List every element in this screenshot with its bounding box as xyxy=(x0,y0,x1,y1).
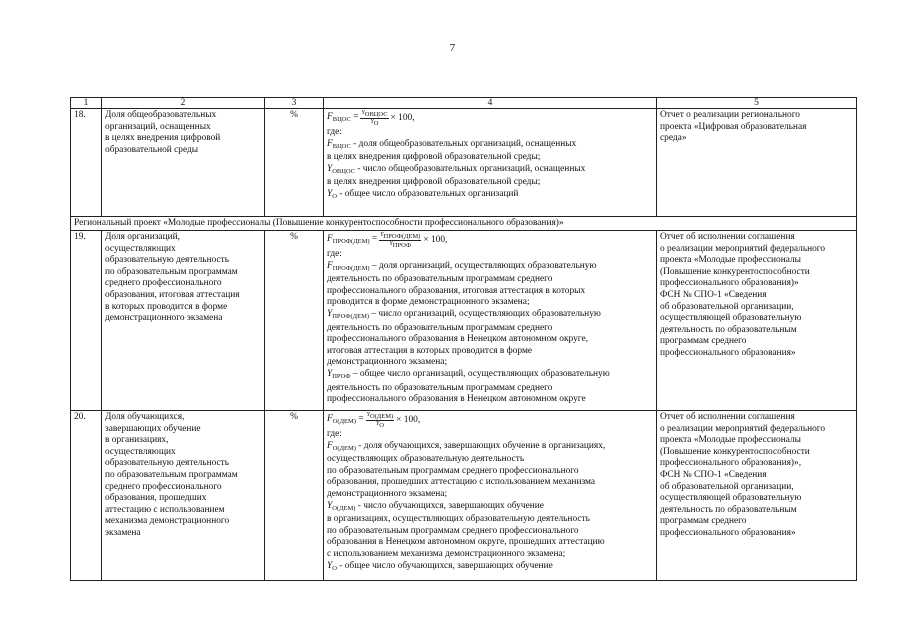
formula-description-line: деятельность по образовательным программам среднего xyxy=(327,382,553,393)
where-label: где: xyxy=(327,429,342,439)
table-row xyxy=(71,411,857,581)
text-line: о реализации мероприятий федерального xyxy=(660,243,826,254)
text-line: ФСН № СПО-1 «Сведения xyxy=(660,289,767,300)
formula-description-line: $Y_{О(ДЕМ)}$ - число обучающихся, завершающих обучение xyxy=(327,500,544,512)
source-cell xyxy=(657,411,857,581)
text-line: об образовательной организации, xyxy=(660,301,794,312)
text-line: осуществляющих xyxy=(105,446,176,457)
formula-description-line: в целях внедрения цифровой образовательной среды; xyxy=(327,152,541,163)
formula: $F_{ВЦОС}$ = $\frac{Y_{ОВЦОС}}{Y_О}$ × 100, xyxy=(327,110,415,127)
indicators-table xyxy=(70,97,857,581)
text-line: Отчет о реализации регионального xyxy=(660,110,800,120)
formula-cell xyxy=(324,411,657,581)
text-line: по образовательным программам xyxy=(105,469,238,480)
row-number: 18. xyxy=(71,109,102,217)
text-line: профессионального образования)», xyxy=(660,458,802,469)
text-line: образования, прошедших xyxy=(105,493,207,504)
text-line: проекта «Цифровая образовательная xyxy=(660,121,807,132)
text-line: профессионального образования)» xyxy=(660,278,799,289)
text-line: Отчет об исполнении соглашения xyxy=(660,412,795,422)
formula-cell xyxy=(324,231,657,411)
formula-description-line: $F_{О(ДЕМ)}$ - доля обучающихся, завершающих обучение в организациях, xyxy=(327,440,606,452)
formula-description-line: с использованием механизма демонстрационного экзамена; xyxy=(327,548,566,559)
text-line: в организациях, xyxy=(105,435,169,446)
formula-description-line: $F_{ВЦОС}$ - доля общеобразовательных организаций, оснащенных xyxy=(327,138,577,150)
formula-description-line: деятельность по образовательным программам среднего xyxy=(327,274,553,285)
formula-description-line: $Y_О$ - общее число образовательных организаций xyxy=(327,188,519,200)
formula-description-line: $Y_{ОВЦОС}$ - число общеобразовательных организаций, оснащенных xyxy=(327,163,586,175)
text-line: Отчет об исполнении соглашения xyxy=(660,232,795,242)
formula: $F_{ПРОФ(ДЕМ)}$ = $\frac{Y_{ПРОФ(ДЕМ)}}{Y_{ПРОФ}}$ × 100, xyxy=(327,232,448,249)
table-row xyxy=(71,109,857,217)
formula-description-line: итоговая аттестация в которых проводится в форме xyxy=(327,345,533,356)
text-line: ФСН № СПО-1 «Сведения xyxy=(660,469,767,480)
formula-description-line: $Y_{ПРОФ}$ – общее число организаций, осуществляющих образовательную xyxy=(327,368,610,380)
text-line: среда» xyxy=(660,133,687,144)
formula-description-line: проводится в форме демонстрационного экзамена; xyxy=(327,297,530,308)
indicator-name xyxy=(102,231,265,411)
text-line: Доля организаций, xyxy=(105,232,180,242)
header-cell-3: 3 xyxy=(265,98,324,109)
formula-description-line: демонстрационного экзамена; xyxy=(327,357,448,368)
formula-description-line: по образовательным программам среднего профессионального xyxy=(327,465,579,476)
formula: $F_{О(ДЕМ)}$ = $\frac{Y_{О(ДЕМ)}}{Y_О}$ × 100, xyxy=(327,412,421,429)
formula-description-line: профессионального образования в Ненецком автономном округе, xyxy=(327,334,589,345)
text-line: среднего профессионального xyxy=(105,278,222,289)
fraction: $\frac{Y_{ОВЦОС}}{Y_О}$ xyxy=(361,110,388,127)
table-row xyxy=(71,231,857,411)
text-line: профессионального образования» xyxy=(660,527,796,538)
header-cell-1: 1 xyxy=(71,98,102,109)
formula-description-line: образования в Ненецком автономном округе, прошедших аттестацию xyxy=(327,537,605,548)
text-line: по образовательным программам xyxy=(105,266,238,277)
header-cell-5: 5 xyxy=(657,98,857,109)
source-cell xyxy=(657,231,857,411)
text-line: программам среднего xyxy=(660,336,747,347)
row-number: 19. xyxy=(71,231,102,411)
formula-description-line: в организациях, осуществляющих образовательную деятельность xyxy=(327,514,590,525)
unit-cell: % xyxy=(265,109,324,217)
formula-description-line: $Y_О$ - общее число обучающихся, завершающих обучение xyxy=(327,560,553,572)
text-line: (Повышение конкурентоспособности xyxy=(660,266,810,277)
formula-description-line: $F_{ПРОФ(ДЕМ)}$ – доля организаций, осуществляющих образовательную xyxy=(327,260,597,272)
unit-cell: % xyxy=(265,231,324,411)
text-line: проекта «Молодые профессионалы xyxy=(660,255,801,266)
text-line: экзамена xyxy=(105,527,141,538)
formula-description-line: по образовательным программам среднего профессионального xyxy=(327,525,579,536)
text-line: демонстрационного экзамена xyxy=(105,313,223,324)
page-number: 7 xyxy=(449,42,456,54)
indicator-name xyxy=(102,109,265,217)
formula-description-line: в целях внедрения цифровой образовательной среды; xyxy=(327,177,541,188)
where-label: где: xyxy=(327,249,342,259)
formula-description-line: профессионального образования в Ненецком автономном округе xyxy=(327,394,586,405)
text-line: завершающих обучение xyxy=(105,423,201,434)
source-cell xyxy=(657,109,857,217)
header-cell-4: 4 xyxy=(324,98,657,109)
text-line: осуществляющих xyxy=(105,243,176,254)
fraction: $\frac{Y_{О(ДЕМ)}}{Y_О}$ xyxy=(366,412,394,429)
row-number: 20. xyxy=(71,411,102,581)
text-line: аттестацию с использованием xyxy=(105,504,225,515)
where-label: где: xyxy=(327,127,342,137)
text-line: об образовательной организации, xyxy=(660,481,794,492)
section-row xyxy=(71,217,857,231)
text-line: (Повышение конкурентоспособности xyxy=(660,446,810,457)
text-line: механизма демонстрационного xyxy=(105,516,230,527)
text-line: организаций, оснащенных xyxy=(105,121,211,132)
formula-description-line: осуществляющих образовательную деятельность xyxy=(327,454,525,465)
formula-description-line: профессионального образования, итоговая аттестация в которых xyxy=(327,285,586,296)
unit-cell: % xyxy=(265,411,324,581)
formula-description-line: демонстрационного экзамена; xyxy=(327,488,448,499)
text-line: деятельность по образовательным xyxy=(660,504,797,515)
indicator-name xyxy=(102,411,265,581)
text-line: образовательной среды xyxy=(105,144,199,155)
text-line: в целях внедрения цифровой xyxy=(105,133,221,144)
text-line: осуществляющей образовательную xyxy=(660,313,802,324)
text-line: Доля обучающихся, xyxy=(105,412,185,422)
text-line: профессионального образования» xyxy=(660,347,796,358)
text-line: деятельность по образовательным xyxy=(660,324,797,335)
text-line: в которых проводится в форме xyxy=(105,301,228,312)
text-line: образовательную деятельность xyxy=(105,458,230,469)
header-cell-2: 2 xyxy=(102,98,265,109)
text-line: о реализации мероприятий федерального xyxy=(660,423,826,434)
text-line: осуществляющей образовательную xyxy=(660,493,802,504)
text-line: образовательную деятельность xyxy=(105,255,230,266)
text-line: программам среднего xyxy=(660,516,747,527)
text-line: среднего профессионального xyxy=(105,481,222,492)
table-header-row xyxy=(71,98,857,109)
section-title: Региональный проект «Молодые профессионалы (Повышение конкурентоспособности профессионального образования)» xyxy=(71,217,857,231)
text-line: проекта «Молодые профессионалы xyxy=(660,435,801,446)
text-line: образования, итоговая аттестация xyxy=(105,289,240,300)
text-line: Доля общеобразовательных xyxy=(105,110,217,120)
formula-cell xyxy=(324,109,657,217)
formula-description-line: деятельность по образовательным программам среднего xyxy=(327,322,553,333)
formula-description-line: $Y_{ПРОФ(ДЕМ)}$ – число организаций, осуществляющих образовательную xyxy=(327,308,601,320)
fraction: $\frac{Y_{ПРОФ(ДЕМ)}}{Y_{ПРОФ}}$ xyxy=(380,232,421,249)
formula-description-line: образования, прошедших аттестацию с использованием механизма xyxy=(327,477,596,488)
